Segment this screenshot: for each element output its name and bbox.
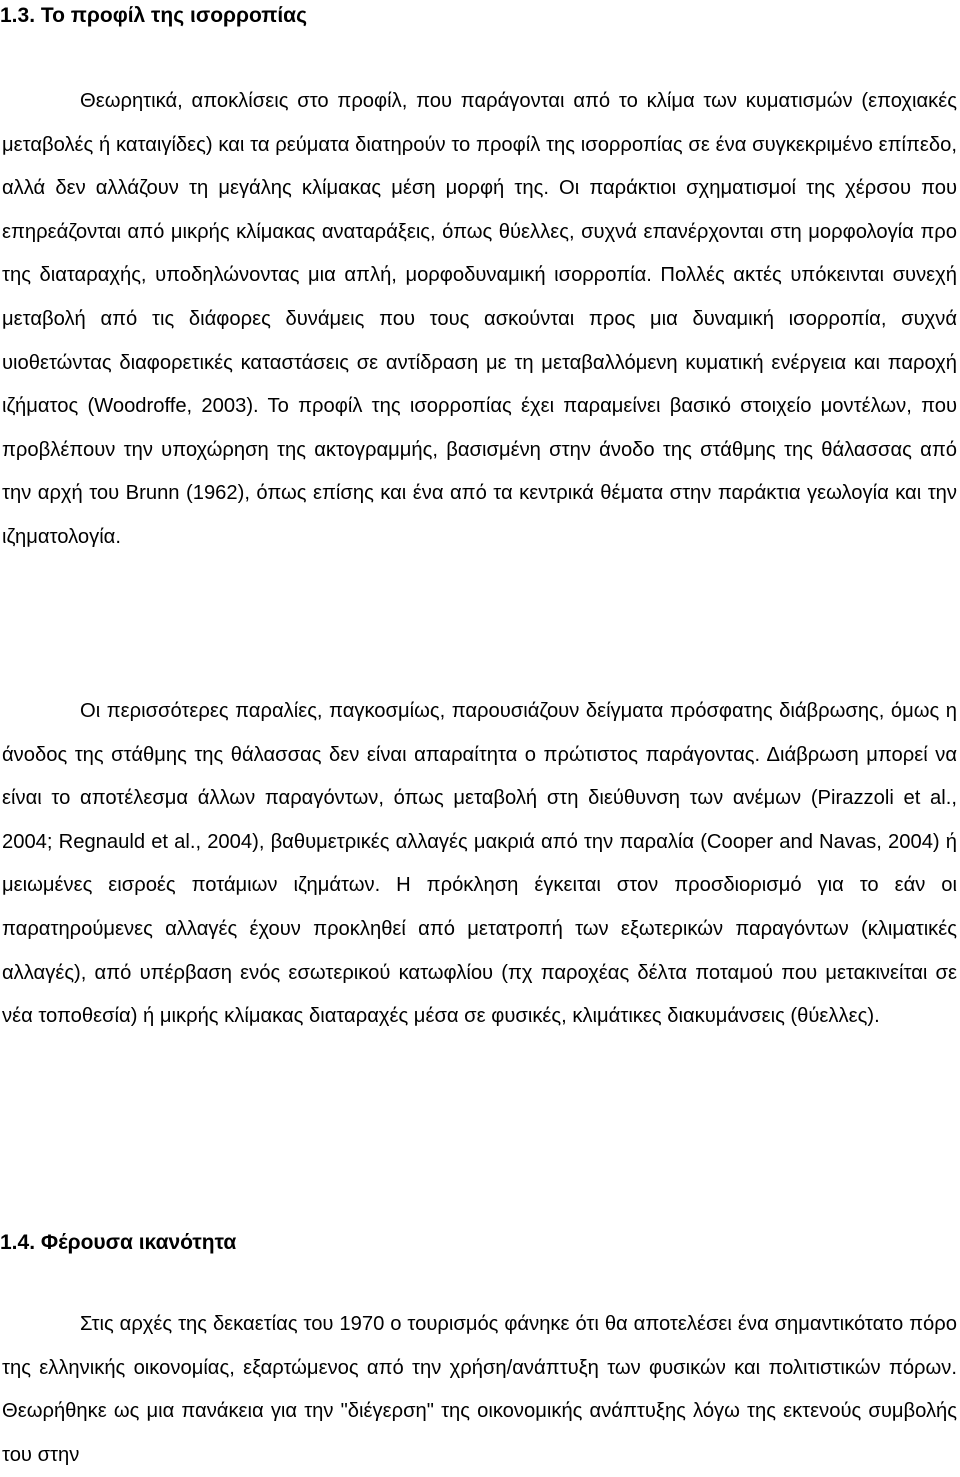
paragraph-equilibrium-theory: Θεωρητικά, αποκλίσεις στο προφίλ, που παράγονται από το κλίμα των κυματισμών (εποχιακές μεταβολές ή καταιγίδες) και τα ρεύματα διατηρούν το προφίλ της ισορροπίας σε ένα συγκεκριμένο επίπεδο, αλλά δεν αλλάζουν τη μεγάλης κλίμακας μέση μορφή της. Οι παράκτιοι σχηματισμοί της χέρσου που επηρεάζονται από μικρής κλίμακας αναταράξεις, όπως θύελλες, συχνά επανέρχονται στη μορφολογία προ της διαταραχής, υποδηλώνοντας μια απλή, μορφοδυναμική ισορροπία. Πολλές ακτές υπόκεινται συνεχή μεταβολή από τις διάφορες δυνάμεις που τους ασκούνται προς μια δυναμική ισορροπία, συχνά υιοθετώντας διαφορετικές καταστάσεις σε αντίδραση με τη μεταβαλλόμενη κυματική ενέργεια και παροχή ιζήματος (Woodroffe, 2003). Το προφίλ της ισορροπίας έχει παραμείνει βασικό στοιχείο μοντέλων, που προβλέπουν την υποχώρηση της ακτογραμμής, βασισμένη στην άνοδο της στάθμης της θάλασσας από την αρχή του Brunn (1962), όπως επίσης και ένα από τα κεντρικά θέματα στην παράκτια γεωλογία και την ιζηματολογία. xyxy=(2,90,957,548)
section-heading-carrying-capacity: 1.4. Φέρουσα ικανότητα xyxy=(0,1231,237,1254)
paragraph-tourism: Στις αρχές της δεκαετίας του 1970 ο τουρισμός φάνηκε ότι θα αποτελέσει ένα σημαντικότατο πόρο της ελληνικής οικονομίας, εξαρτώμενος από την χρήση/ανάπτυξη των φυσικών και πολιτιστικών πόρων. Θεωρήθηκε ως μια πανάκεια για την "διέγερση" της οικονομικής ανάπτυξης λόγω της εκτενούς συμβολής του στην xyxy=(2,1313,957,1466)
section-heading-equilibrium-profile: 1.3. Το προφίλ της ισορροπίας xyxy=(0,4,308,27)
paragraph-beach-erosion: Οι περισσότερες παραλίες, παγκοσμίως, παρουσιάζουν δείγματα πρόσφατης διάβρωσης, όμως η άνοδος της στάθμης της θάλασσας δεν είναι απαραίτητα ο πρώτιστος παράγοντας. Διάβρωση μπορεί να είναι το αποτέλεσμα άλλων παραγόντων, όπως μεταβολή στη διεύθυνση των ανέμων (Pirazzoli et al., 2004; Regnauld et al., 2004), βαθυμετρικές αλλαγές μακριά από την παραλία (Cooper and Navas, 2004) ή μειωμένες εισροές ποτάμιων ιζημάτων. Η πρόκληση έγκειται στον προσδιορισμό για το εάν οι παρατηρούμενες αλλαγές έχουν προκληθεί από μετατροπή των εξωτερικών παραγόντων (κλιματικές αλλαγές), από υπέρβαση ενός εσωτερικού κατωφλίου (πχ παροχέας δέλτα ποταμού που μετακινείται σε νέα τοποθεσία) ή μικρής κλίμακας διαταραχές μέσα σε φυσικές, κλιμάτικες διακυμάνσεις (θύελλες). xyxy=(2,700,957,1028)
